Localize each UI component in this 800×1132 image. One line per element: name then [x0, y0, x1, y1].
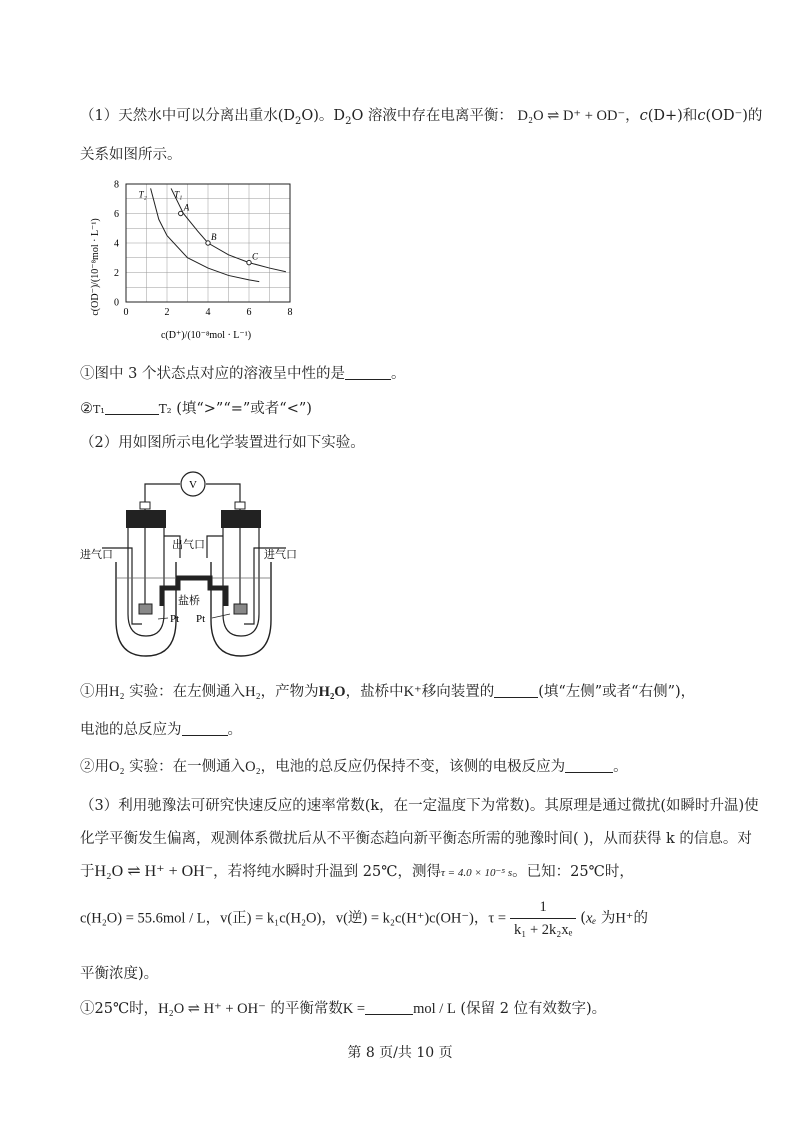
q2-part-b: ②用O₂ 实验：在一侧通入O₂，电池的总反应仍保持不变，该侧的电极反应为 。 [80, 759, 628, 775]
state-point [206, 241, 210, 245]
q3-line1: （3）利用驰豫法可研究快速反应的速率常数(k，在一定温度下为常数)。其原理是通过微扰(如瞬时升温)使 [80, 798, 759, 814]
q3-line3: 于H₂O ⇌ H⁺ + OH⁻，若将纯水瞬时升温到 25℃，测得τ = 4.0 × 10⁻⁵ s。已知：25℃时， [80, 863, 634, 880]
answer-blank[interactable] [345, 365, 391, 381]
series-label: T₁ [174, 189, 183, 200]
left-pt-electrode [139, 604, 152, 614]
svg-text:Pt: Pt [196, 613, 206, 625]
svg-text:盐桥: 盐桥 [178, 595, 200, 607]
svg-text:出气口: 出气口 [172, 539, 205, 551]
y-tick-label: 0 [114, 297, 119, 309]
answer-blank[interactable] [565, 758, 613, 774]
q1-part-a: ①图中 3 个状态点对应的溶液呈中性的是 。 [80, 366, 406, 382]
q3-line4: c(H₂O) = 55.6mol / L，v(正) = k₁c(H₂O)，v(逆) = k₂c(H⁺)c(OH⁻)，τ = $\frac{1}{\text{k₁ + 2k₂xₑ}}$ (xₑ 为H⁺的 [80, 896, 648, 941]
q3-line5: 平衡浓度)。 [80, 966, 159, 982]
page-footer: 第 8 页/共 10 页 [347, 1045, 453, 1061]
point-label: C [252, 251, 259, 262]
q2-title: （2）用如图所示电化学装置进行如下实验。 [80, 435, 365, 451]
x-tick-label: 8 [287, 307, 293, 318]
state-point [179, 211, 183, 215]
y-tick-label: 4 [114, 238, 119, 250]
state-point [247, 260, 251, 264]
chart-ylabel: c(OD⁻)/(10⁻⁸mol · L⁻¹) [90, 218, 101, 316]
x-tick-label: 0 [123, 307, 129, 318]
right-pt-electrode [234, 604, 247, 614]
q1-intro-line2: 关系如图所示。 [80, 147, 182, 163]
q1-part-b: ②T₁ T₂ (填“>”“=”或者“<”) [80, 401, 312, 417]
q3-line2: 化学平衡发生偏离，观测体系微扰后从不平衡态趋向新平衡态所需的驰豫时间( )，从而获得 k 的信息。对 [80, 831, 752, 847]
svg-text:Pt: Pt [170, 613, 180, 625]
tau-fraction: $\frac{1}{\text{k₁ + 2k₂xₑ}}$ [510, 896, 576, 941]
x-tick-label: 4 [205, 307, 211, 318]
left-stopper [126, 510, 166, 528]
ionization-equation: D₂O ⇌ D⁺ + OD⁻ [517, 108, 626, 124]
q1-intro: （1）天然水中可以分离出重水$(D_2O)$。$D_2O$ 溶液中存在电离平衡： D₂O ⇌ D⁺ + OD⁻，c(D+)和c(OD⁻)的 [80, 108, 763, 127]
svg-text:进气口: 进气口 [80, 549, 113, 561]
x-tick-label: 6 [246, 307, 252, 318]
svg-text:V: V [189, 479, 197, 491]
chart-ticks [114, 180, 293, 319]
series-label: T₂ [138, 189, 147, 200]
q2-part-a-line2: 电池的总反应为 。 [80, 722, 242, 738]
point-label: B [211, 232, 217, 242]
answer-blank[interactable] [182, 721, 228, 737]
y-tick-label: 8 [114, 179, 119, 191]
answer-blank[interactable] [105, 400, 159, 416]
chart-xlabel: c(D⁺)/(10⁻⁸mol · L⁻¹) [160, 330, 252, 341]
chart-points [179, 203, 259, 265]
answer-blank[interactable] [365, 1000, 413, 1016]
y-tick-label: 6 [114, 209, 119, 220]
concentration-chart [80, 172, 310, 342]
y-tick-label: 2 [114, 268, 119, 279]
point-label: A [183, 202, 190, 213]
answer-blank[interactable] [494, 683, 538, 699]
q2-part-a: ①用H₂ 实验：在左侧通入H₂，产物为H₂O，盐桥中K⁺移向装置的 (填“左侧”或者“右侧”)， [80, 684, 696, 700]
svg-text:进气口: 进气口 [264, 549, 297, 561]
q3-part-a: ①25℃时，H₂O ⇌ H⁺ + OH⁻ 的平衡常数K = mol / L (保留 2 位有效数字)。 [80, 1001, 607, 1017]
right-stopper [221, 510, 261, 528]
x-tick-label: 2 [164, 307, 170, 318]
electrochemical-cell-diagram [80, 466, 320, 666]
